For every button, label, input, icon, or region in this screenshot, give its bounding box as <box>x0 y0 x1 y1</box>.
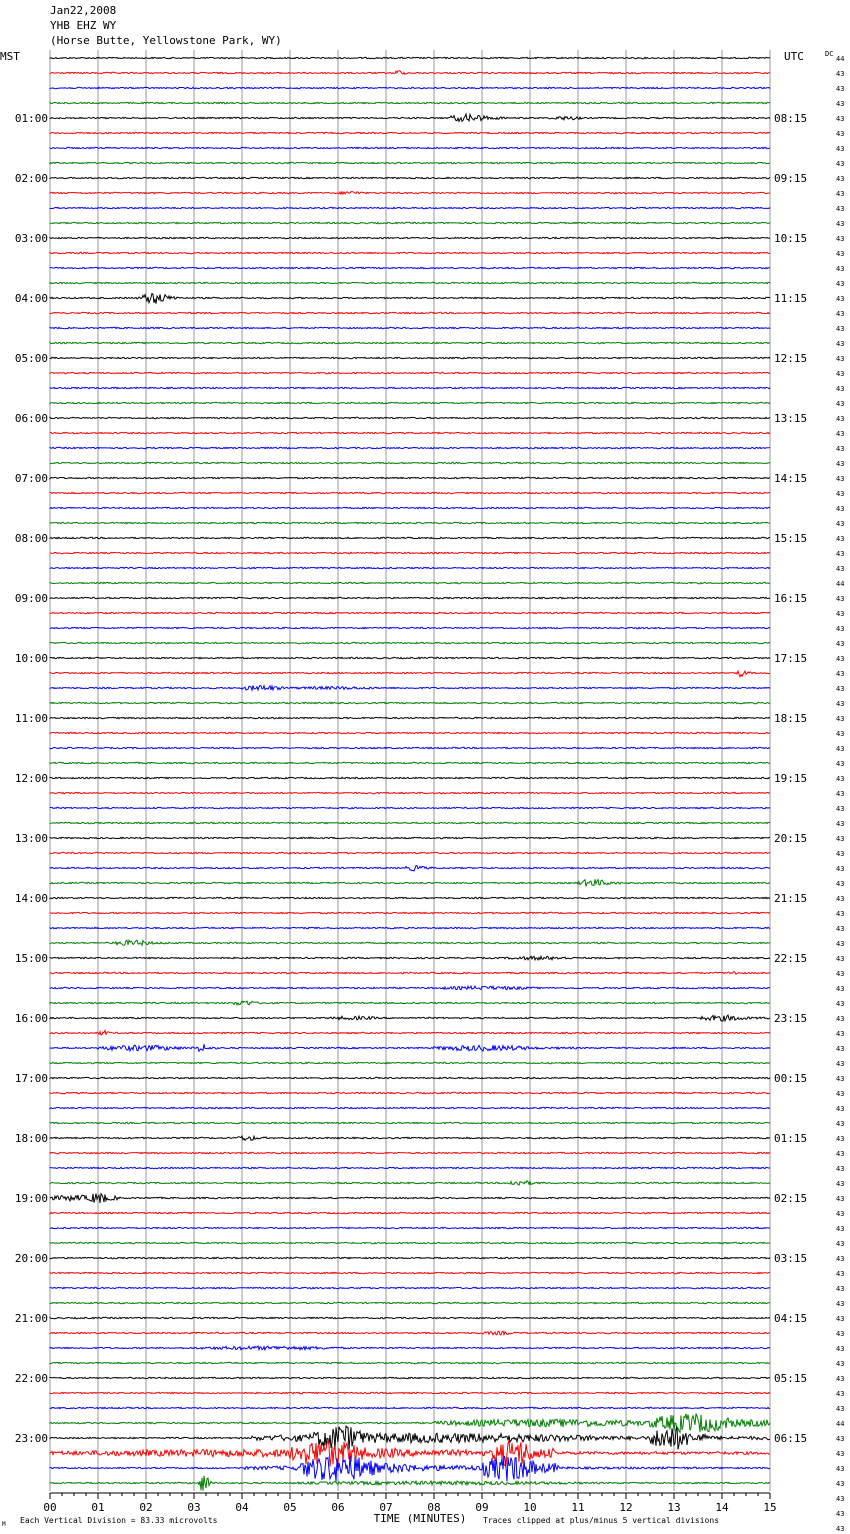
dc-offset-value: 43 <box>836 1150 845 1158</box>
dc-offset-value: 43 <box>836 1465 845 1473</box>
dc-offset-value: 43 <box>836 1105 845 1113</box>
dc-offset-value: 43 <box>836 1225 845 1233</box>
x-tick-label: 03 <box>187 1501 201 1514</box>
dc-offset-value: 43 <box>836 265 845 273</box>
dc-offset-value: 43 <box>836 385 845 393</box>
scale-note: Each Vertical Division = 83.33 microvolts <box>20 1516 218 1525</box>
seismic-trace <box>50 1456 770 1482</box>
seismic-trace <box>50 762 770 763</box>
dc-offset-value: 43 <box>836 940 845 948</box>
utc-hour-label: 21:15 <box>774 892 808 905</box>
utc-hour-label: 13:15 <box>774 412 808 425</box>
utc-hour-label: 00:15 <box>774 1072 808 1085</box>
x-tick-label: 10 <box>523 1501 537 1514</box>
dc-offset-value: 43 <box>836 235 845 243</box>
utc-hour-label: 01:15 <box>774 1132 808 1145</box>
seismic-trace <box>50 1426 770 1450</box>
seismic-trace <box>50 402 770 403</box>
dc-offset-value: 43 <box>836 550 845 558</box>
dc-offset-value: 43 <box>836 70 845 78</box>
seismic-trace <box>50 102 770 103</box>
seismic-trace <box>50 1136 770 1140</box>
mst-hour-label: 06:00 <box>14 412 48 425</box>
dc-label: DC <box>825 50 834 58</box>
dc-offset-value: 43 <box>836 985 845 993</box>
seismic-trace <box>50 972 770 975</box>
dc-offset-value: 43 <box>836 1300 845 1308</box>
seismic-trace <box>50 1414 770 1433</box>
dc-offset-value: 44 <box>836 1420 845 1428</box>
utc-hour-label: 10:15 <box>774 232 808 245</box>
utc-hour-label: 02:15 <box>774 1192 808 1205</box>
mst-hour-label: 01:00 <box>14 112 48 125</box>
dc-offset-value: 43 <box>836 130 845 138</box>
seismic-trace <box>50 1362 770 1363</box>
seismic-trace <box>50 1346 770 1350</box>
dc-offset-value: 43 <box>836 1015 845 1023</box>
x-tick-label: 06 <box>331 1501 345 1514</box>
mst-hour-label: 17:00 <box>14 1072 48 1085</box>
seismic-trace <box>50 282 770 283</box>
dc-offset-value: 43 <box>836 250 845 258</box>
mst-hour-label: 19:00 <box>14 1192 48 1205</box>
utc-hour-label: 03:15 <box>774 1252 808 1265</box>
seismic-trace <box>50 537 770 538</box>
dc-offset-value: 43 <box>836 895 845 903</box>
utc-hour-label: 05:15 <box>774 1372 808 1385</box>
seismic-trace <box>50 1302 770 1303</box>
mst-hour-label: 08:00 <box>14 532 48 545</box>
dc-offset-value: 43 <box>836 160 845 168</box>
seismic-trace <box>50 986 770 990</box>
seismic-trace <box>50 1181 770 1186</box>
seismic-trace <box>50 357 770 358</box>
x-tick-label: 00 <box>43 1501 57 1514</box>
seismic-trace <box>50 1287 770 1288</box>
dc-offset-value: 43 <box>836 1390 845 1398</box>
utc-hour-label: 17:15 <box>774 652 808 665</box>
mst-hour-label: 03:00 <box>14 232 48 245</box>
seismic-trace <box>50 852 770 853</box>
seismic-trace <box>50 1107 770 1108</box>
mst-hour-label: 14:00 <box>14 892 48 905</box>
seismic-trace <box>50 132 770 133</box>
seismic-trace <box>50 1377 770 1378</box>
dc-offset-value: 43 <box>836 85 845 93</box>
seismic-trace <box>50 912 770 913</box>
seismic-trace <box>50 507 770 508</box>
dc-offset-value: 43 <box>836 670 845 678</box>
dc-offset-value: 43 <box>836 145 845 153</box>
chart-date: Jan22,2008 <box>50 4 117 17</box>
seismic-trace <box>50 879 770 886</box>
seismic-trace <box>50 866 770 871</box>
dc-offset-value: 43 <box>836 1030 845 1038</box>
utc-hour-label: 12:15 <box>774 352 808 365</box>
seismic-trace <box>50 162 770 163</box>
dc-offset-value: 43 <box>836 1510 845 1518</box>
dc-offset-value: 43 <box>836 1315 845 1323</box>
seismic-trace <box>50 492 770 493</box>
dc-offset-value: 43 <box>836 445 845 453</box>
dc-offset-value: 43 <box>836 1210 845 1218</box>
right-timezone-label: UTC <box>784 50 804 63</box>
dc-offset-value: 43 <box>836 1345 845 1353</box>
seismic-trace <box>50 1152 770 1153</box>
dc-offset-value: 43 <box>836 970 845 978</box>
dc-offset-value: 43 <box>836 325 845 333</box>
dc-offset-value: 43 <box>836 715 845 723</box>
dc-offset-value: 43 <box>836 700 845 708</box>
dc-offset-value: 43 <box>836 175 845 183</box>
dc-offset-value: 43 <box>836 1045 845 1053</box>
dc-offset-value: 43 <box>836 400 845 408</box>
dc-offset-value: 43 <box>836 640 845 648</box>
dc-offset-value: 43 <box>836 1060 845 1068</box>
mst-hour-label: 15:00 <box>14 952 48 965</box>
seismic-trace <box>50 342 770 343</box>
dc-offset-value: 43 <box>836 1450 845 1458</box>
seismic-trace <box>50 927 770 928</box>
seismic-trace <box>50 582 770 583</box>
seismic-trace <box>50 114 770 121</box>
mst-hour-label: 20:00 <box>14 1252 48 1265</box>
dc-offset-value: 43 <box>836 1000 845 1008</box>
seismic-trace <box>50 1441 770 1467</box>
chart-station: YHB EHZ WY <box>50 19 117 32</box>
time-gridlines <box>50 50 770 1491</box>
x-tick-label: 02 <box>139 1501 153 1514</box>
dc-offset-value: 43 <box>836 520 845 528</box>
dc-offset-value: 43 <box>836 1240 845 1248</box>
seismic-trace <box>50 1015 770 1021</box>
seismic-trace <box>50 1407 770 1408</box>
seismic-trace <box>50 732 770 733</box>
dc-offset-value: 43 <box>836 535 845 543</box>
trace-group <box>50 57 770 1490</box>
seismic-trace <box>50 71 770 74</box>
dc-offset-value: 43 <box>836 685 845 693</box>
dc-offset-value: 43 <box>836 415 845 423</box>
seismic-trace <box>50 1272 770 1273</box>
mst-hour-label: 05:00 <box>14 352 48 365</box>
utc-hour-label: 09:15 <box>774 172 808 185</box>
utc-hour-label: 20:15 <box>774 832 808 845</box>
dc-offset-value: 43 <box>836 595 845 603</box>
seismic-trace <box>50 312 770 313</box>
x-tick-label: 15 <box>763 1501 777 1514</box>
mst-hour-label: 16:00 <box>14 1012 48 1025</box>
utc-hour-label: 14:15 <box>774 472 808 485</box>
seismic-trace <box>50 1122 770 1123</box>
x-tick-label: 05 <box>283 1501 297 1514</box>
dc-offset-value: 43 <box>836 370 845 378</box>
dc-offset-value: 43 <box>836 1135 845 1143</box>
dc-offset-value: 43 <box>836 355 845 363</box>
seismic-trace <box>50 897 770 898</box>
x-tick-label: 07 <box>379 1501 393 1514</box>
chart-location: (Horse Butte, Yellowstone Park, WY) <box>50 34 282 47</box>
seismic-trace <box>50 552 770 553</box>
seismic-trace <box>50 702 770 703</box>
dc-offset-value: 43 <box>836 865 845 873</box>
dc-offset-value: 43 <box>836 475 845 483</box>
seismic-trace <box>50 1317 770 1318</box>
mst-hour-label: 11:00 <box>14 712 48 725</box>
mst-hour-label: 04:00 <box>14 292 48 305</box>
x-tick-label: 09 <box>475 1501 489 1514</box>
x-tick-label: 08 <box>427 1501 441 1514</box>
dc-offset-value: 44 <box>836 580 845 588</box>
seismic-trace <box>50 192 770 195</box>
seismic-trace <box>50 807 770 808</box>
seismic-trace <box>50 747 770 748</box>
seismic-trace <box>50 717 770 718</box>
dc-offset-value: 43 <box>836 460 845 468</box>
dc-offset-value: 43 <box>836 880 845 888</box>
seismic-trace <box>50 1194 770 1203</box>
seismic-trace <box>50 432 770 433</box>
utc-hour-label: 06:15 <box>774 1432 808 1445</box>
dc-offset-value: 43 <box>836 1435 845 1443</box>
dc-offset-value: 43 <box>836 790 845 798</box>
dc-offset-value: 43 <box>836 1195 845 1203</box>
seismic-trace <box>50 447 770 448</box>
seismic-trace <box>50 1030 770 1035</box>
dc-offset-value: 43 <box>836 610 845 618</box>
dc-offset-value: 43 <box>836 775 845 783</box>
mst-hour-label: 10:00 <box>14 652 48 665</box>
utc-hour-label: 22:15 <box>774 952 808 965</box>
dc-offset-value: 43 <box>836 1495 845 1503</box>
seismic-trace <box>50 956 770 960</box>
dc-offset-value: 43 <box>836 100 845 108</box>
x-axis <box>43 1493 776 1514</box>
dc-offset-value: 43 <box>836 205 845 213</box>
x-tick-label: 14 <box>715 1501 729 1514</box>
seismic-trace <box>50 1257 770 1258</box>
seismic-trace <box>50 207 770 208</box>
utc-hour-label: 08:15 <box>774 112 808 125</box>
seismic-trace <box>50 1331 770 1335</box>
dc-offset-value: 44 <box>836 55 845 63</box>
dc-offset-value: 43 <box>836 805 845 813</box>
dc-offset-value: 43 <box>836 295 845 303</box>
mst-hour-label: 18:00 <box>14 1132 48 1145</box>
mst-hour-label: 22:00 <box>14 1372 48 1385</box>
dc-offset-value: 43 <box>836 1480 845 1488</box>
seismic-trace <box>50 327 770 328</box>
seismic-trace <box>50 940 770 945</box>
seismic-trace <box>50 1044 770 1051</box>
utc-hour-label: 18:15 <box>774 712 808 725</box>
seismic-trace <box>50 237 770 238</box>
seismic-trace <box>50 612 770 613</box>
seismic-trace <box>50 822 770 823</box>
dc-offset-value: 43 <box>836 115 845 123</box>
dc-offset-value: 43 <box>836 1180 845 1188</box>
utc-hour-label: 11:15 <box>774 292 808 305</box>
x-tick-label: 13 <box>667 1501 681 1514</box>
utc-hour-label: 04:15 <box>774 1312 808 1325</box>
clip-note: Traces clipped at plus/minus 5 vertical divisions <box>483 1516 720 1525</box>
dc-offset-value: 43 <box>836 925 845 933</box>
seismic-trace <box>50 57 770 58</box>
seismic-trace <box>50 1001 770 1005</box>
seismic-trace <box>50 1227 770 1228</box>
seismic-trace <box>50 147 770 148</box>
x-axis-title: TIME (MINUTES) <box>373 1512 467 1525</box>
dc-offset-value: 43 <box>836 1270 845 1278</box>
dc-offset-value: 43 <box>836 1120 845 1128</box>
seismic-trace <box>50 642 770 643</box>
seismic-trace <box>50 597 770 598</box>
dc-offset-value: 43 <box>836 760 845 768</box>
seismic-trace <box>50 1392 770 1393</box>
seismic-trace <box>50 177 770 178</box>
dc-offset-value: 43 <box>836 1330 845 1338</box>
seismic-trace <box>50 1476 770 1491</box>
seismic-trace <box>50 777 770 778</box>
dc-offset-value: 43 <box>836 655 845 663</box>
dc-offset-value: 43 <box>836 1405 845 1413</box>
corner-mark: M <box>2 1521 6 1528</box>
seismic-trace <box>50 627 770 628</box>
dc-offset-value: 43 <box>836 505 845 513</box>
seismic-trace <box>50 671 770 677</box>
dc-offset-value: 43 <box>836 1075 845 1083</box>
dc-offset-value: 43 <box>836 430 845 438</box>
seismic-trace <box>50 685 770 690</box>
dc-offset-value: 43 <box>836 1255 845 1263</box>
dc-offset-value: 43 <box>836 1090 845 1098</box>
left-timezone-label: MST <box>0 50 20 63</box>
seismic-trace <box>50 87 770 88</box>
x-tick-label: 04 <box>235 1501 249 1514</box>
x-tick-label: 01 <box>91 1501 105 1514</box>
seismic-trace <box>50 1212 770 1213</box>
dc-offset-value: 43 <box>836 730 845 738</box>
dc-offset-value: 43 <box>836 1165 845 1173</box>
dc-offset-value: 43 <box>836 955 845 963</box>
seismic-trace <box>50 462 770 463</box>
seismic-trace <box>50 252 770 253</box>
utc-hour-label: 16:15 <box>774 592 808 605</box>
seismic-trace <box>50 1242 770 1243</box>
dc-offset-value: 43 <box>836 1375 845 1383</box>
dc-offset-value: 43 <box>836 1360 845 1368</box>
seismic-trace <box>50 222 770 223</box>
seismic-trace <box>50 387 770 388</box>
seismic-trace <box>50 417 770 418</box>
seismic-trace <box>50 372 770 373</box>
seismic-trace <box>50 837 770 838</box>
x-tick-label: 11 <box>571 1501 585 1514</box>
dc-offset-value: 43 <box>836 280 845 288</box>
mst-hour-label: 21:00 <box>14 1312 48 1325</box>
mst-hour-label: 23:00 <box>14 1432 48 1445</box>
dc-offset-value: 43 <box>836 490 845 498</box>
dc-offset-value: 43 <box>836 745 845 753</box>
seismic-trace <box>50 1077 770 1078</box>
utc-hour-label: 19:15 <box>774 772 808 785</box>
dc-offset-value: 43 <box>836 1525 845 1533</box>
seismic-trace <box>50 522 770 523</box>
seismic-trace <box>50 1092 770 1093</box>
dc-offset-value: 43 <box>836 340 845 348</box>
dc-offset-value: 43 <box>836 625 845 633</box>
dc-offset-value: 43 <box>836 835 845 843</box>
seismic-trace <box>50 1167 770 1168</box>
mst-hour-label: 07:00 <box>14 472 48 485</box>
dc-offset-value: 43 <box>836 820 845 828</box>
mst-hour-label: 12:00 <box>14 772 48 785</box>
utc-hour-label: 23:15 <box>774 1012 808 1025</box>
seismic-trace <box>50 294 770 304</box>
seismic-trace <box>50 792 770 793</box>
utc-hour-label: 15:15 <box>774 532 808 545</box>
dc-offset-value: 43 <box>836 910 845 918</box>
dc-offset-value: 43 <box>836 850 845 858</box>
dc-offset-group <box>836 55 844 1534</box>
dc-offset-value: 43 <box>836 190 845 198</box>
seismic-trace <box>50 1062 770 1063</box>
dc-offset-value: 43 <box>836 565 845 573</box>
seismic-trace <box>50 477 770 478</box>
x-tick-label: 12 <box>619 1501 633 1514</box>
dc-offset-value: 43 <box>836 220 845 228</box>
seismic-trace <box>50 567 770 568</box>
seismic-trace <box>50 267 770 268</box>
dc-offset-value: 43 <box>836 1285 845 1293</box>
mst-hour-label: 02:00 <box>14 172 48 185</box>
seismic-trace <box>50 657 770 658</box>
mst-hour-label: 13:00 <box>14 832 48 845</box>
mst-hour-label: 09:00 <box>14 592 48 605</box>
dc-offset-value: 43 <box>836 310 845 318</box>
